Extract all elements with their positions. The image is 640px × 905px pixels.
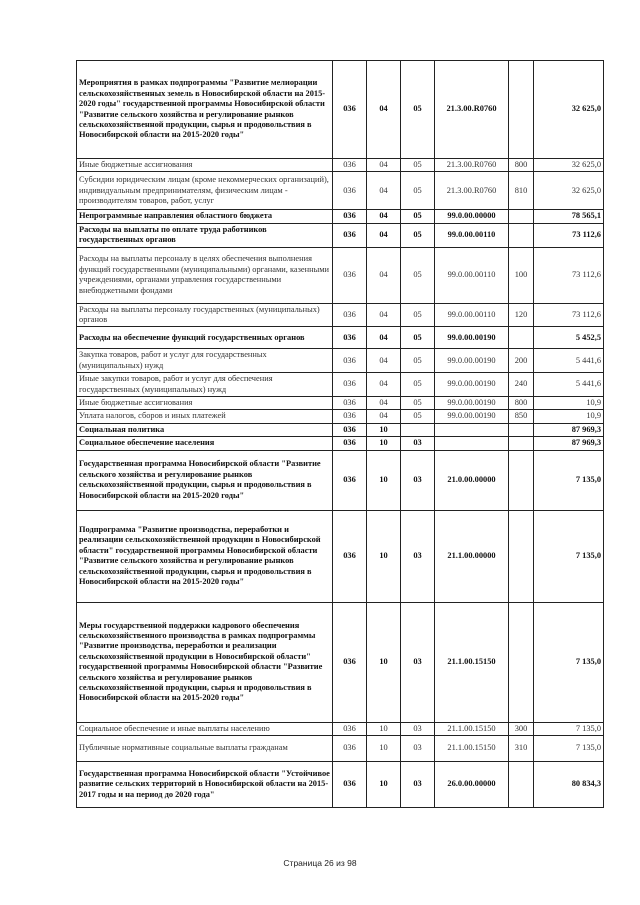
cell-sum: 73 112,6 — [534, 223, 604, 247]
cell-ved: 036 — [333, 410, 367, 423]
cell-rz: 04 — [367, 327, 401, 349]
cell-ved: 036 — [333, 327, 367, 349]
cell-rz: 10 — [367, 762, 401, 808]
cell-csr: 99.0.00.00190 — [435, 349, 509, 373]
cell-pr: 03 — [401, 437, 435, 450]
cell-ved: 036 — [333, 61, 367, 159]
cell-sum: 7 135,0 — [534, 736, 604, 762]
cell-csr: 99.0.00.00110 — [435, 223, 509, 247]
table-row — [77, 423, 604, 436]
cell-sum: 73 112,6 — [534, 247, 604, 303]
cell-csr: 99.0.00.00190 — [435, 373, 509, 397]
cell-pr: 03 — [401, 510, 435, 602]
cell-ved: 036 — [333, 602, 367, 722]
cell-ved: 036 — [333, 172, 367, 210]
cell-pr: 05 — [401, 327, 435, 349]
cell-pr: 03 — [401, 762, 435, 808]
cell-name: Расходы на обеспечение функций государственных органов — [77, 327, 333, 349]
cell-pr: 05 — [401, 159, 435, 172]
cell-rz: 04 — [367, 349, 401, 373]
cell-ved: 036 — [333, 373, 367, 397]
table-row — [77, 397, 604, 410]
cell-csr: 99.0.00.00110 — [435, 247, 509, 303]
cell-ved: 036 — [333, 397, 367, 410]
cell-name: Уплата налогов, сборов и иных платежей — [77, 410, 333, 423]
cell-sum: 7 135,0 — [534, 450, 604, 510]
cell-name: Государственная программа Новосибирской области "Развитие сельского хозяйства и регулирование рынков сельскохозяйственной продукции, сырья и продовольствия в Новосибирской области на 2015-2020 годы" — [77, 450, 333, 510]
cell-sum: 32 625,0 — [534, 159, 604, 172]
cell-pr: 05 — [401, 223, 435, 247]
cell-vr — [509, 437, 534, 450]
table-row — [77, 450, 604, 510]
budget-table — [76, 60, 604, 808]
cell-vr — [509, 510, 534, 602]
cell-vr — [509, 61, 534, 159]
cell-pr: 03 — [401, 722, 435, 735]
cell-name: Расходы на выплаты по оплате труда работников государственных органов — [77, 223, 333, 247]
cell-rz: 04 — [367, 210, 401, 223]
cell-name: Социальное обеспечение и иные выплаты населению — [77, 722, 333, 735]
cell-sum: 5 452,5 — [534, 327, 604, 349]
cell-sum: 87 969,3 — [534, 437, 604, 450]
cell-ved: 036 — [333, 437, 367, 450]
cell-vr: 100 — [509, 247, 534, 303]
cell-pr: 05 — [401, 210, 435, 223]
cell-pr: 05 — [401, 410, 435, 423]
cell-csr: 99.0.00.00110 — [435, 303, 509, 327]
cell-pr: 05 — [401, 349, 435, 373]
cell-name: Закупка товаров, работ и услуг для государственных (муниципальных) нужд — [77, 349, 333, 373]
cell-ved: 036 — [333, 423, 367, 436]
table-row — [77, 247, 604, 303]
cell-csr — [435, 437, 509, 450]
table-row — [77, 410, 604, 423]
table-row — [77, 736, 604, 762]
cell-vr — [509, 327, 534, 349]
table-row — [77, 762, 604, 808]
table-row — [77, 437, 604, 450]
table-row — [77, 61, 604, 159]
cell-vr: 200 — [509, 349, 534, 373]
cell-ved: 036 — [333, 736, 367, 762]
table-row — [77, 722, 604, 735]
cell-vr — [509, 210, 534, 223]
cell-sum: 7 135,0 — [534, 722, 604, 735]
cell-pr: 05 — [401, 303, 435, 327]
cell-vr: 800 — [509, 397, 534, 410]
cell-name: Социальная политика — [77, 423, 333, 436]
cell-ved: 036 — [333, 450, 367, 510]
table-row — [77, 602, 604, 722]
cell-vr — [509, 762, 534, 808]
cell-sum: 80 834,3 — [534, 762, 604, 808]
cell-rz: 10 — [367, 722, 401, 735]
cell-name: Расходы на выплаты персоналу государственных (муниципальных) органов — [77, 303, 333, 327]
cell-vr: 120 — [509, 303, 534, 327]
cell-sum: 10,9 — [534, 397, 604, 410]
cell-name: Иные закупки товаров, работ и услуг для обеспечения государственных (муниципальных) нужд — [77, 373, 333, 397]
cell-sum: 78 565,1 — [534, 210, 604, 223]
cell-pr — [401, 423, 435, 436]
cell-sum: 87 969,3 — [534, 423, 604, 436]
cell-vr: 810 — [509, 172, 534, 210]
table-row — [77, 349, 604, 373]
cell-csr: 21.1.00.15150 — [435, 722, 509, 735]
cell-pr: 03 — [401, 736, 435, 762]
cell-sum: 32 625,0 — [534, 172, 604, 210]
table-row — [77, 223, 604, 247]
cell-vr: 240 — [509, 373, 534, 397]
cell-ved: 036 — [333, 722, 367, 735]
cell-sum: 7 135,0 — [534, 510, 604, 602]
cell-rz: 10 — [367, 736, 401, 762]
cell-ved: 036 — [333, 349, 367, 373]
page-number: Страница 26 из 98 — [283, 858, 357, 868]
cell-name: Публичные нормативные социальные выплаты гражданам — [77, 736, 333, 762]
cell-rz: 04 — [367, 223, 401, 247]
cell-ved: 036 — [333, 762, 367, 808]
cell-sum: 10,9 — [534, 410, 604, 423]
cell-pr: 05 — [401, 61, 435, 159]
cell-name: Мероприятия в рамках подпрограммы "Развитие мелиорации сельскохозяйственных земель в Новосибирской области на 2015-2020 годы" государственной программы Новосибирской области "Развитие сельского хозяйства и регулирование рынков сельскохозяйственной продукции, сырья и продовольствия в Новосибирской области на 2015-2020 годы" — [77, 61, 333, 159]
cell-ved: 036 — [333, 303, 367, 327]
cell-name: Иные бюджетные ассигнования — [77, 397, 333, 410]
cell-ved: 036 — [333, 210, 367, 223]
cell-name: Непрограммные направления областного бюджета — [77, 210, 333, 223]
cell-csr: 26.0.00.00000 — [435, 762, 509, 808]
cell-csr — [435, 423, 509, 436]
cell-rz: 04 — [367, 303, 401, 327]
cell-sum: 5 441,6 — [534, 349, 604, 373]
cell-ved: 036 — [333, 247, 367, 303]
cell-name: Подпрограмма "Развитие производства, переработки и реализации сельскохозяйственной продукции в Новосибирской области" государственной программы Новосибирской области "Развитие сельского хозяйства и регулирование рынков сельскохозяйственной продукции, сырья и продовольствия в Новосибирской области на 2015-2020 годы" — [77, 510, 333, 602]
table-row — [77, 327, 604, 349]
cell-vr: 310 — [509, 736, 534, 762]
cell-vr: 850 — [509, 410, 534, 423]
cell-ved: 036 — [333, 159, 367, 172]
cell-pr: 03 — [401, 602, 435, 722]
cell-csr: 21.3.00.R0760 — [435, 159, 509, 172]
cell-vr — [509, 602, 534, 722]
cell-pr: 05 — [401, 172, 435, 210]
cell-pr: 05 — [401, 397, 435, 410]
cell-sum: 73 112,6 — [534, 303, 604, 327]
cell-pr: 03 — [401, 450, 435, 510]
cell-csr: 21.1.00.15150 — [435, 736, 509, 762]
cell-vr — [509, 450, 534, 510]
cell-rz: 04 — [367, 410, 401, 423]
table-row — [77, 510, 604, 602]
cell-rz: 04 — [367, 373, 401, 397]
cell-csr: 21.0.00.00000 — [435, 450, 509, 510]
cell-pr: 05 — [401, 247, 435, 303]
cell-pr: 05 — [401, 373, 435, 397]
cell-rz: 10 — [367, 602, 401, 722]
cell-csr: 21.3.00.R0760 — [435, 172, 509, 210]
cell-rz: 04 — [367, 159, 401, 172]
cell-rz: 04 — [367, 247, 401, 303]
table-row — [77, 159, 604, 172]
cell-ved: 036 — [333, 510, 367, 602]
table-row — [77, 210, 604, 223]
cell-rz: 04 — [367, 397, 401, 410]
cell-rz: 10 — [367, 510, 401, 602]
cell-csr: 21.3.00.R0760 — [435, 61, 509, 159]
cell-csr: 99.0.00.00190 — [435, 397, 509, 410]
cell-name: Меры государственной поддержки кадрового обеспечения сельскохозяйственного производства в рамках подпрограммы "Развитие производства, переработки и реализации сельскохозяйственной продукции в Новосибирской области" государственной программы Новосибирской области "Развитие сельского хозяйства и регулирование рынков сельскохозяйственной продукции, сырья и продовольствия в Новосибирской области на 2015-2020 годы" — [77, 602, 333, 722]
cell-sum: 5 441,6 — [534, 373, 604, 397]
table-row — [77, 303, 604, 327]
cell-vr — [509, 223, 534, 247]
cell-ved: 036 — [333, 223, 367, 247]
cell-csr: 99.0.00.00190 — [435, 410, 509, 423]
cell-csr: 99.0.00.00000 — [435, 210, 509, 223]
cell-csr: 99.0.00.00190 — [435, 327, 509, 349]
table-row — [77, 172, 604, 210]
cell-name: Государственная программа Новосибирской области "Устойчивое развитие сельских территорий в Новосибирской области на 2015-2017 годы и на период до 2020 года" — [77, 762, 333, 808]
cell-vr: 800 — [509, 159, 534, 172]
cell-name: Иные бюджетные ассигнования — [77, 159, 333, 172]
cell-csr: 21.1.00.00000 — [435, 510, 509, 602]
cell-vr: 300 — [509, 722, 534, 735]
cell-name: Расходы на выплаты персоналу в целях обеспечения выполнения функций государственными (муниципальными) органами, казенными учреждениями, органами управления государственными внебюджетными фондами — [77, 247, 333, 303]
cell-rz: 10 — [367, 437, 401, 450]
cell-rz: 10 — [367, 423, 401, 436]
table-row — [77, 373, 604, 397]
cell-rz: 04 — [367, 172, 401, 210]
cell-rz: 10 — [367, 450, 401, 510]
cell-name: Социальное обеспечение населения — [77, 437, 333, 450]
cell-name: Субсидии юридическим лицам (кроме некоммерческих организаций), индивидуальным предпринимателям, физическим лицам - производителям товаров, работ, услуг — [77, 172, 333, 210]
cell-csr: 21.1.00.15150 — [435, 602, 509, 722]
cell-vr — [509, 423, 534, 436]
cell-rz: 04 — [367, 61, 401, 159]
cell-sum: 7 135,0 — [534, 602, 604, 722]
cell-sum: 32 625,0 — [534, 61, 604, 159]
